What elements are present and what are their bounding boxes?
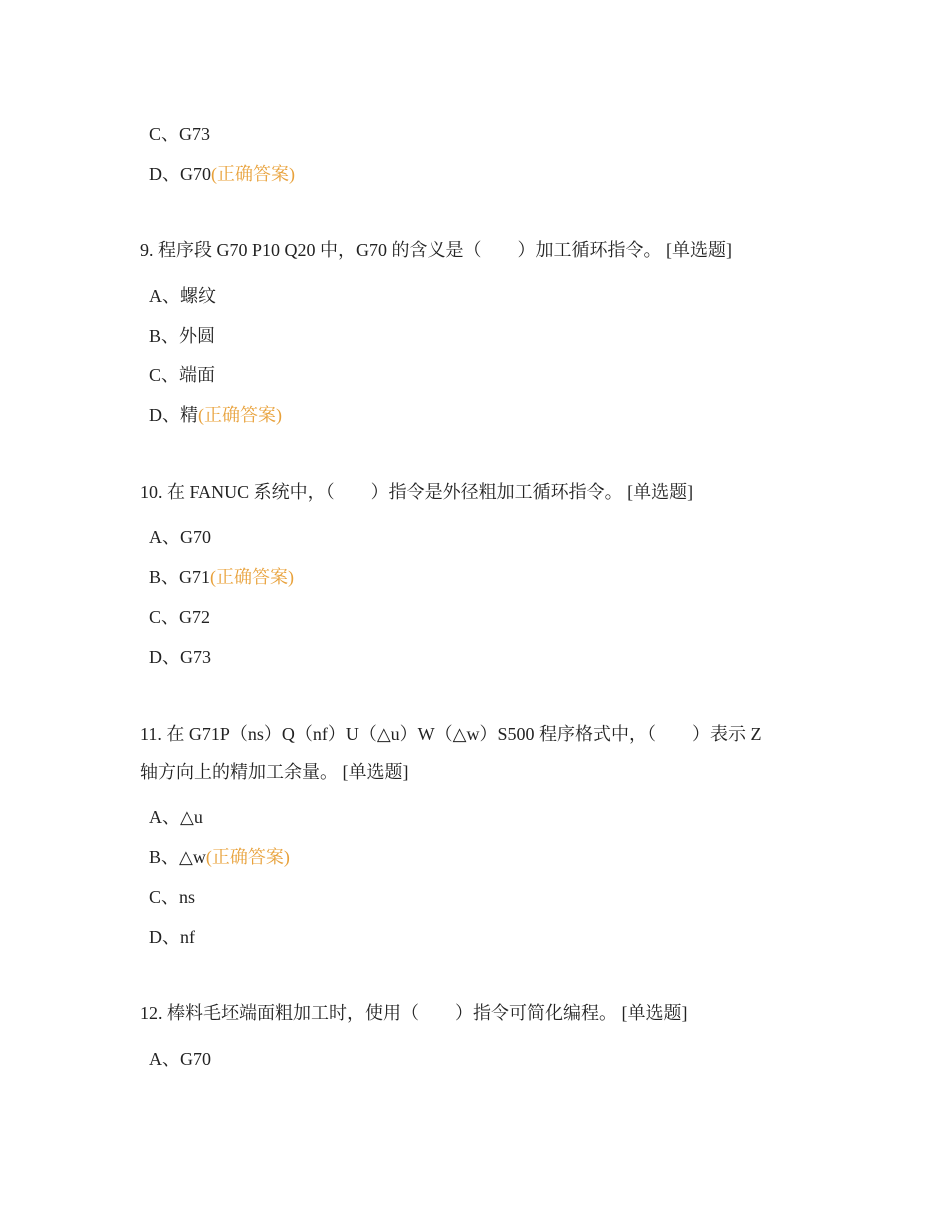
option-text: A、G70	[149, 527, 211, 547]
option-text: C、ns	[149, 887, 196, 907]
correct-answer-label: (正确答案)	[198, 405, 282, 425]
option-item	[149, 284, 216, 308]
correct-answer-label: (正确答案)	[210, 567, 295, 587]
option-item	[149, 645, 211, 669]
correct-answer-label: (正确答案)	[211, 164, 295, 184]
option-item	[149, 565, 294, 589]
option-text: C、G72	[149, 607, 211, 627]
option-text: D、G70	[149, 164, 211, 184]
option-text: A、G70	[149, 1049, 211, 1069]
option-text: D、nf	[149, 927, 195, 947]
option-item	[149, 122, 210, 146]
option-item	[149, 805, 203, 829]
correct-answer-label: (正确答案)	[205, 847, 290, 867]
option-text: B、△w	[149, 847, 206, 867]
question-stem-continued: 轴方向上的精加工余量。 [单选题]	[140, 762, 409, 782]
option-item	[149, 324, 215, 348]
option-text: A、螺纹	[149, 286, 216, 306]
option-text: B、G71	[149, 567, 211, 587]
option-text: B、外圆	[149, 326, 216, 346]
option-text: C、G73	[149, 124, 211, 144]
question-stem: 11. 在 G71P（ns）Q（nf）U（△u）W（△w）S500 程序格式中，（ ）表示 Z	[140, 724, 762, 744]
option-item	[149, 885, 195, 909]
option-item	[149, 162, 295, 186]
question-stem: 12. 棒料毛坯端面粗加工时，使用（ ）指令可简化编程。 [单选题]	[140, 1003, 688, 1023]
option-item	[149, 403, 282, 427]
option-item	[149, 605, 210, 629]
option-item	[149, 525, 211, 549]
option-text: D、精	[149, 405, 198, 425]
option-item	[149, 845, 290, 869]
option-text: D、G73	[149, 647, 211, 667]
option-item	[149, 925, 195, 949]
option-item	[149, 1047, 211, 1071]
question-stem: 9. 程序段 G70 P10 Q20 中，G70 的含义是（ ）加工循环指令。 [单选题]	[140, 240, 732, 260]
option-text: C、端面	[149, 365, 216, 385]
question-stem: 10. 在 FANUC 系统中，（ ）指令是外径粗加工循环指令。 [单选题]	[140, 482, 694, 502]
option-text: A、△u	[149, 807, 203, 827]
option-item	[149, 363, 215, 387]
